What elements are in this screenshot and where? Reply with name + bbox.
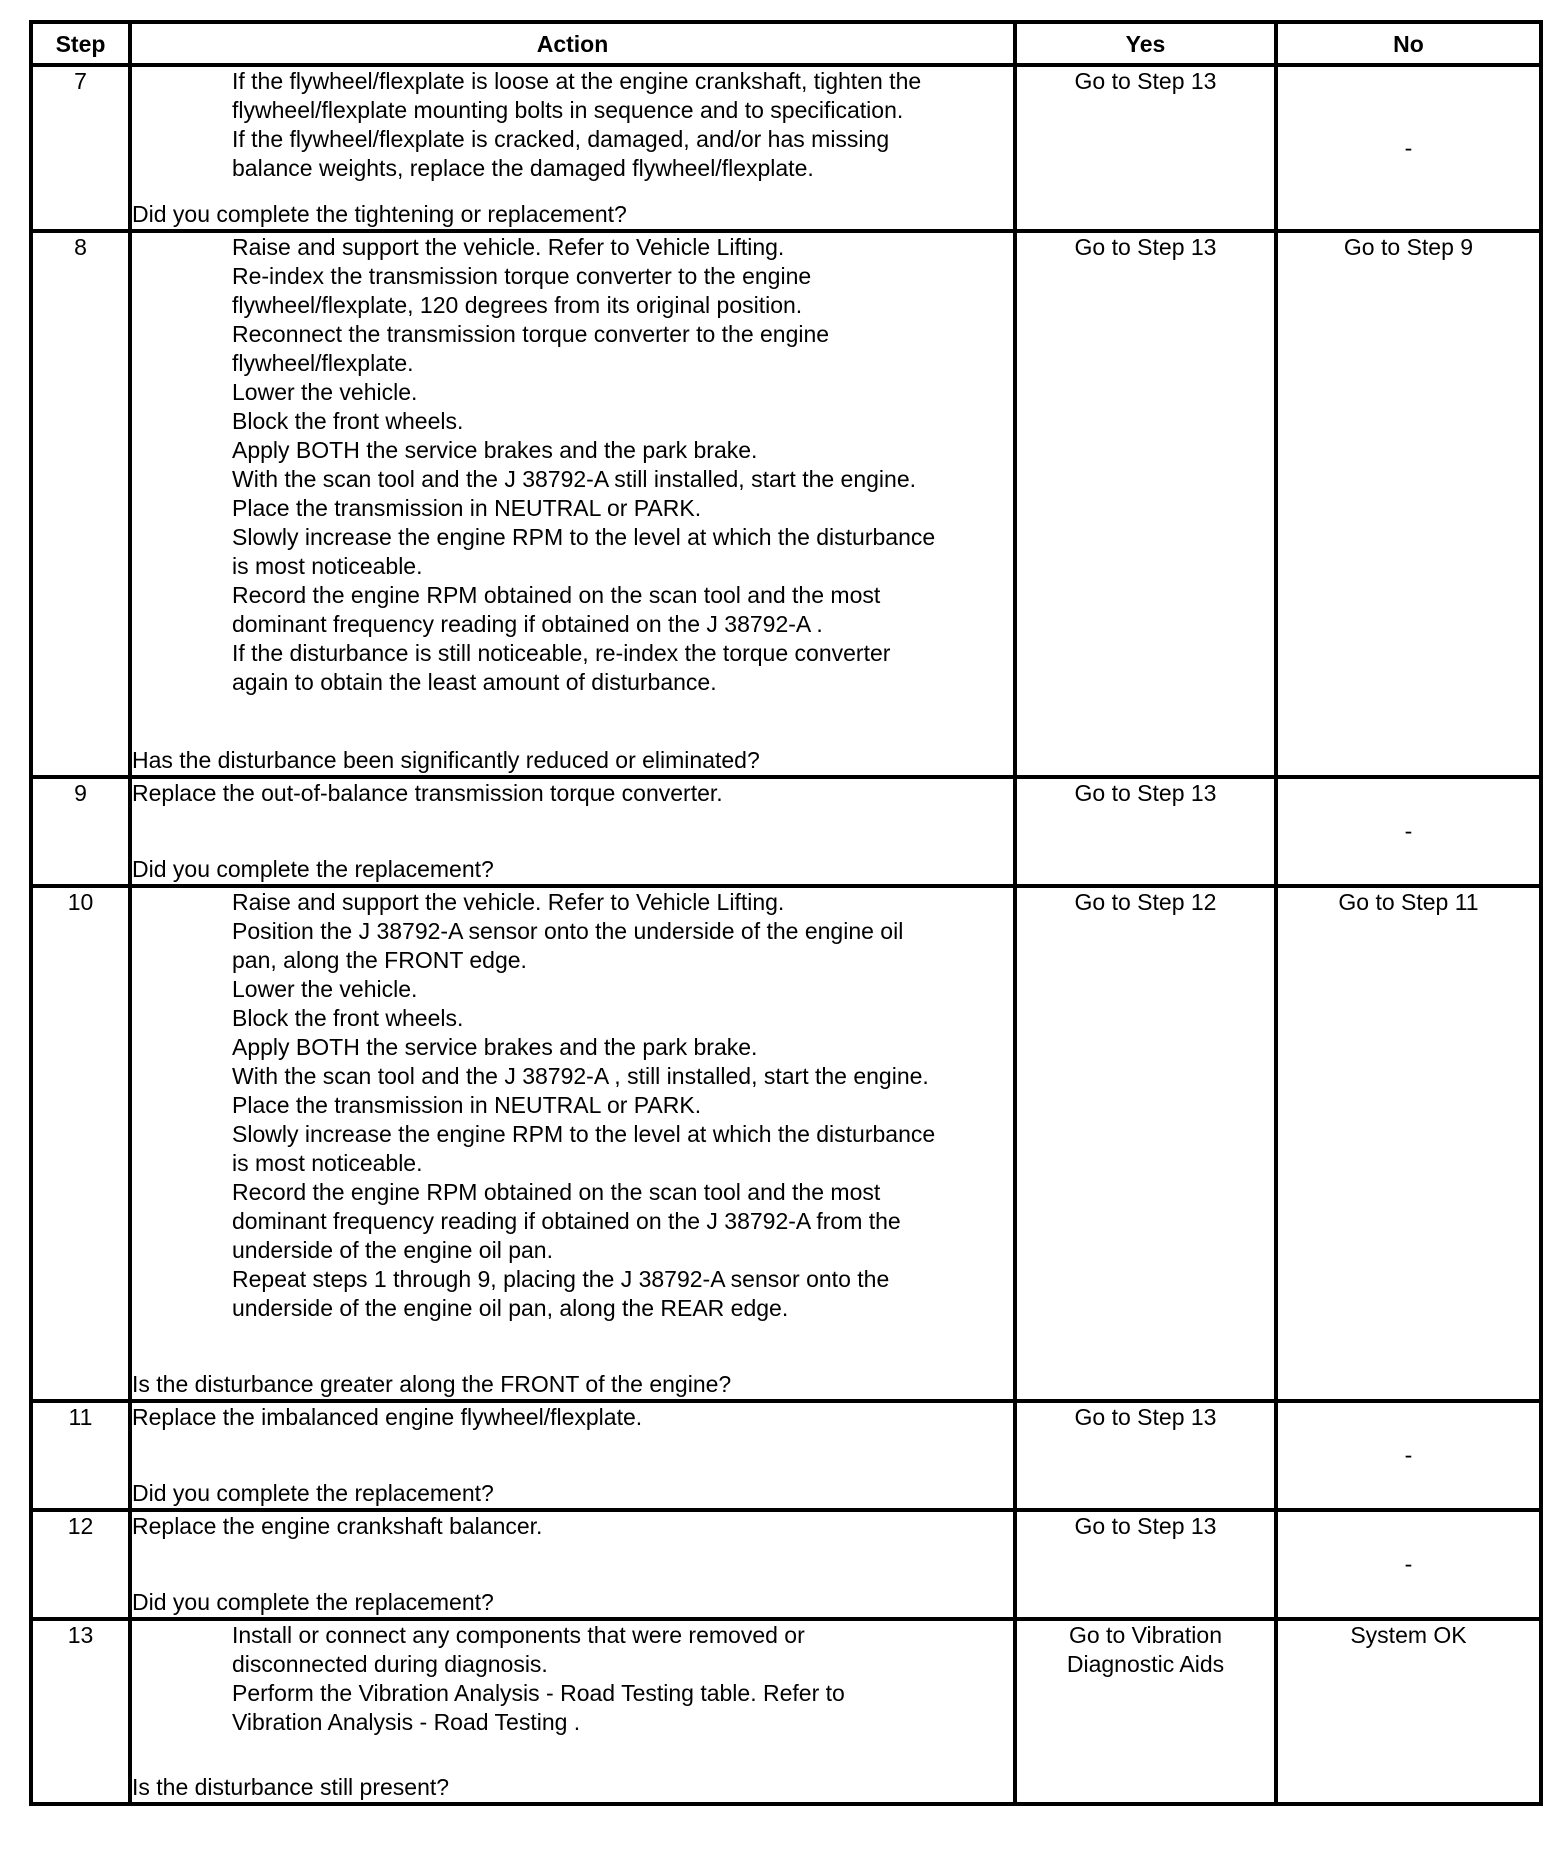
action-line: Record the engine RPM obtained on the scan tool and the most bbox=[232, 582, 881, 608]
action-question: Did you complete the replacement? bbox=[132, 1480, 494, 1506]
action-line: Lower the vehicle. bbox=[232, 976, 418, 1002]
table-row bbox=[31, 886, 1541, 1401]
action-line: Perform the Vibration Analysis - Road Testing table. Refer to bbox=[232, 1680, 845, 1706]
action-cell bbox=[130, 1401, 1015, 1510]
no-cell: - bbox=[1276, 777, 1541, 886]
action-line: If the disturbance is still noticeable, re-index the torque converter bbox=[232, 640, 891, 666]
action-line: flywheel/flexplate mounting bolts in sequence and to specification. bbox=[232, 97, 904, 123]
action-cell bbox=[130, 231, 1015, 777]
step-number: 11 bbox=[31, 1401, 130, 1510]
action-line: Raise and support the vehicle. Refer to Vehicle Lifting. bbox=[232, 234, 785, 260]
header-yes: Yes bbox=[1015, 22, 1276, 65]
action-instructions bbox=[132, 779, 1013, 808]
action-question: Is the disturbance greater along the FRONT of the engine? bbox=[132, 1371, 732, 1397]
action-line: underside of the engine oil pan. bbox=[232, 1237, 553, 1263]
action-line: Lower the vehicle. bbox=[232, 379, 418, 405]
action-line: Re-index the transmission torque converter to the engine bbox=[232, 263, 812, 289]
no-cell: - bbox=[1276, 1510, 1541, 1619]
yes-cell: Go to Step 13 bbox=[1015, 1510, 1276, 1619]
no-cell: - bbox=[1276, 1401, 1541, 1510]
action-line: is most noticeable. bbox=[232, 553, 423, 579]
action-line: again to obtain the least amount of disturbance. bbox=[232, 669, 717, 695]
yes-cell: Go to Step 13 bbox=[1015, 1401, 1276, 1510]
action-line: Install or connect any components that were removed or bbox=[232, 1622, 805, 1648]
action-instructions bbox=[132, 67, 1013, 183]
action-line: pan, along the FRONT edge. bbox=[232, 947, 527, 973]
action-instructions bbox=[132, 1621, 1013, 1737]
action-line: dominant frequency reading if obtained on the J 38792-A . bbox=[232, 611, 823, 637]
action-line: Replace the out-of-balance transmission torque converter. bbox=[132, 780, 723, 806]
action-line: With the scan tool and the J 38792-A , still installed, start the engine. bbox=[232, 1063, 929, 1089]
header-action: Action bbox=[130, 22, 1015, 65]
yes-cell: Go to Step 13 bbox=[1015, 777, 1276, 886]
action-line: Apply BOTH the service brakes and the park brake. bbox=[232, 437, 758, 463]
action-line: With the scan tool and the J 38792-A still installed, start the engine. bbox=[232, 466, 917, 492]
action-cell bbox=[130, 1619, 1015, 1804]
action-cell bbox=[130, 886, 1015, 1401]
action-question: Did you complete the replacement? bbox=[132, 1589, 494, 1615]
yes-line: Go to Vibration bbox=[1068, 1622, 1222, 1648]
action-cell bbox=[130, 65, 1015, 231]
action-line: flywheel/flexplate. bbox=[232, 350, 414, 376]
header-row bbox=[31, 22, 1541, 65]
yes-cell: Go to Step 13 bbox=[1015, 231, 1276, 777]
action-instructions bbox=[132, 1512, 1013, 1541]
action-line: Place the transmission in NEUTRAL or PARK. bbox=[232, 1092, 702, 1118]
table-row bbox=[31, 65, 1541, 231]
action-instructions bbox=[132, 1403, 1013, 1432]
action-line: Place the transmission in NEUTRAL or PARK. bbox=[232, 495, 702, 521]
action-line: Reconnect the transmission torque converter to the engine bbox=[232, 321, 830, 347]
action-line: Replace the engine crankshaft balancer. bbox=[132, 1513, 543, 1539]
action-line: Replace the imbalanced engine flywheel/flexplate. bbox=[132, 1404, 643, 1430]
table-row bbox=[31, 231, 1541, 777]
action-instructions bbox=[132, 888, 1013, 1323]
yes-cell bbox=[1015, 1619, 1276, 1804]
action-question: Has the disturbance been significantly reduced or eliminated? bbox=[132, 747, 760, 773]
step-number: 13 bbox=[31, 1619, 130, 1804]
action-instructions bbox=[132, 233, 1013, 697]
no-cell: Go to Step 9 bbox=[1276, 231, 1541, 777]
action-line: Raise and support the vehicle. Refer to Vehicle Lifting. bbox=[232, 889, 785, 915]
header-no: No bbox=[1276, 22, 1541, 65]
yes-cell: Go to Step 13 bbox=[1015, 65, 1276, 231]
action-line: dominant frequency reading if obtained on the J 38792-A from the bbox=[232, 1208, 901, 1234]
step-number: 10 bbox=[31, 886, 130, 1401]
action-cell bbox=[130, 1510, 1015, 1619]
action-line: flywheel/flexplate, 120 degrees from its original position. bbox=[232, 292, 803, 318]
action-line: disconnected during diagnosis. bbox=[232, 1651, 548, 1677]
action-line: Repeat steps 1 through 9, placing the J 38792-A sensor onto the bbox=[232, 1266, 890, 1292]
yes-cell: Go to Step 12 bbox=[1015, 886, 1276, 1401]
no-cell: Go to Step 11 bbox=[1276, 886, 1541, 1401]
step-number: 7 bbox=[31, 65, 130, 231]
no-cell: - bbox=[1276, 65, 1541, 231]
action-line: If the flywheel/flexplate is cracked, damaged, and/or has missing bbox=[232, 126, 890, 152]
action-line: Block the front wheels. bbox=[232, 1005, 464, 1031]
action-question: Did you complete the tightening or replacement? bbox=[132, 201, 627, 227]
step-number: 12 bbox=[31, 1510, 130, 1619]
table-row bbox=[31, 777, 1541, 886]
action-line: Vibration Analysis - Road Testing . bbox=[232, 1709, 581, 1735]
action-question: Is the disturbance still present? bbox=[132, 1774, 450, 1800]
action-line: Position the J 38792-A sensor onto the underside of the engine oil bbox=[232, 918, 904, 944]
no-cell: System OK bbox=[1276, 1619, 1541, 1804]
step-number: 8 bbox=[31, 231, 130, 777]
header-step: Step bbox=[31, 22, 130, 65]
table-row bbox=[31, 1510, 1541, 1619]
action-line: Record the engine RPM obtained on the scan tool and the most bbox=[232, 1179, 881, 1205]
action-line: Slowly increase the engine RPM to the level at which the disturbance bbox=[232, 1121, 936, 1147]
yes-line: Diagnostic Aids bbox=[1066, 1651, 1225, 1677]
action-line: is most noticeable. bbox=[232, 1150, 423, 1176]
action-line: underside of the engine oil pan, along the REAR edge. bbox=[232, 1295, 789, 1321]
action-question: Did you complete the replacement? bbox=[132, 856, 494, 882]
action-line: Apply BOTH the service brakes and the park brake. bbox=[232, 1034, 758, 1060]
diagnostic-table bbox=[29, 20, 1543, 1806]
action-line: balance weights, replace the damaged flywheel/flexplate. bbox=[232, 155, 814, 181]
table-row bbox=[31, 1619, 1541, 1804]
action-line: Slowly increase the engine RPM to the level at which the disturbance bbox=[232, 524, 936, 550]
step-number: 9 bbox=[31, 777, 130, 886]
action-line: If the flywheel/flexplate is loose at the engine crankshaft, tighten the bbox=[232, 68, 922, 94]
action-cell bbox=[130, 777, 1015, 886]
table-row bbox=[31, 1401, 1541, 1510]
action-line: Block the front wheels. bbox=[232, 408, 464, 434]
